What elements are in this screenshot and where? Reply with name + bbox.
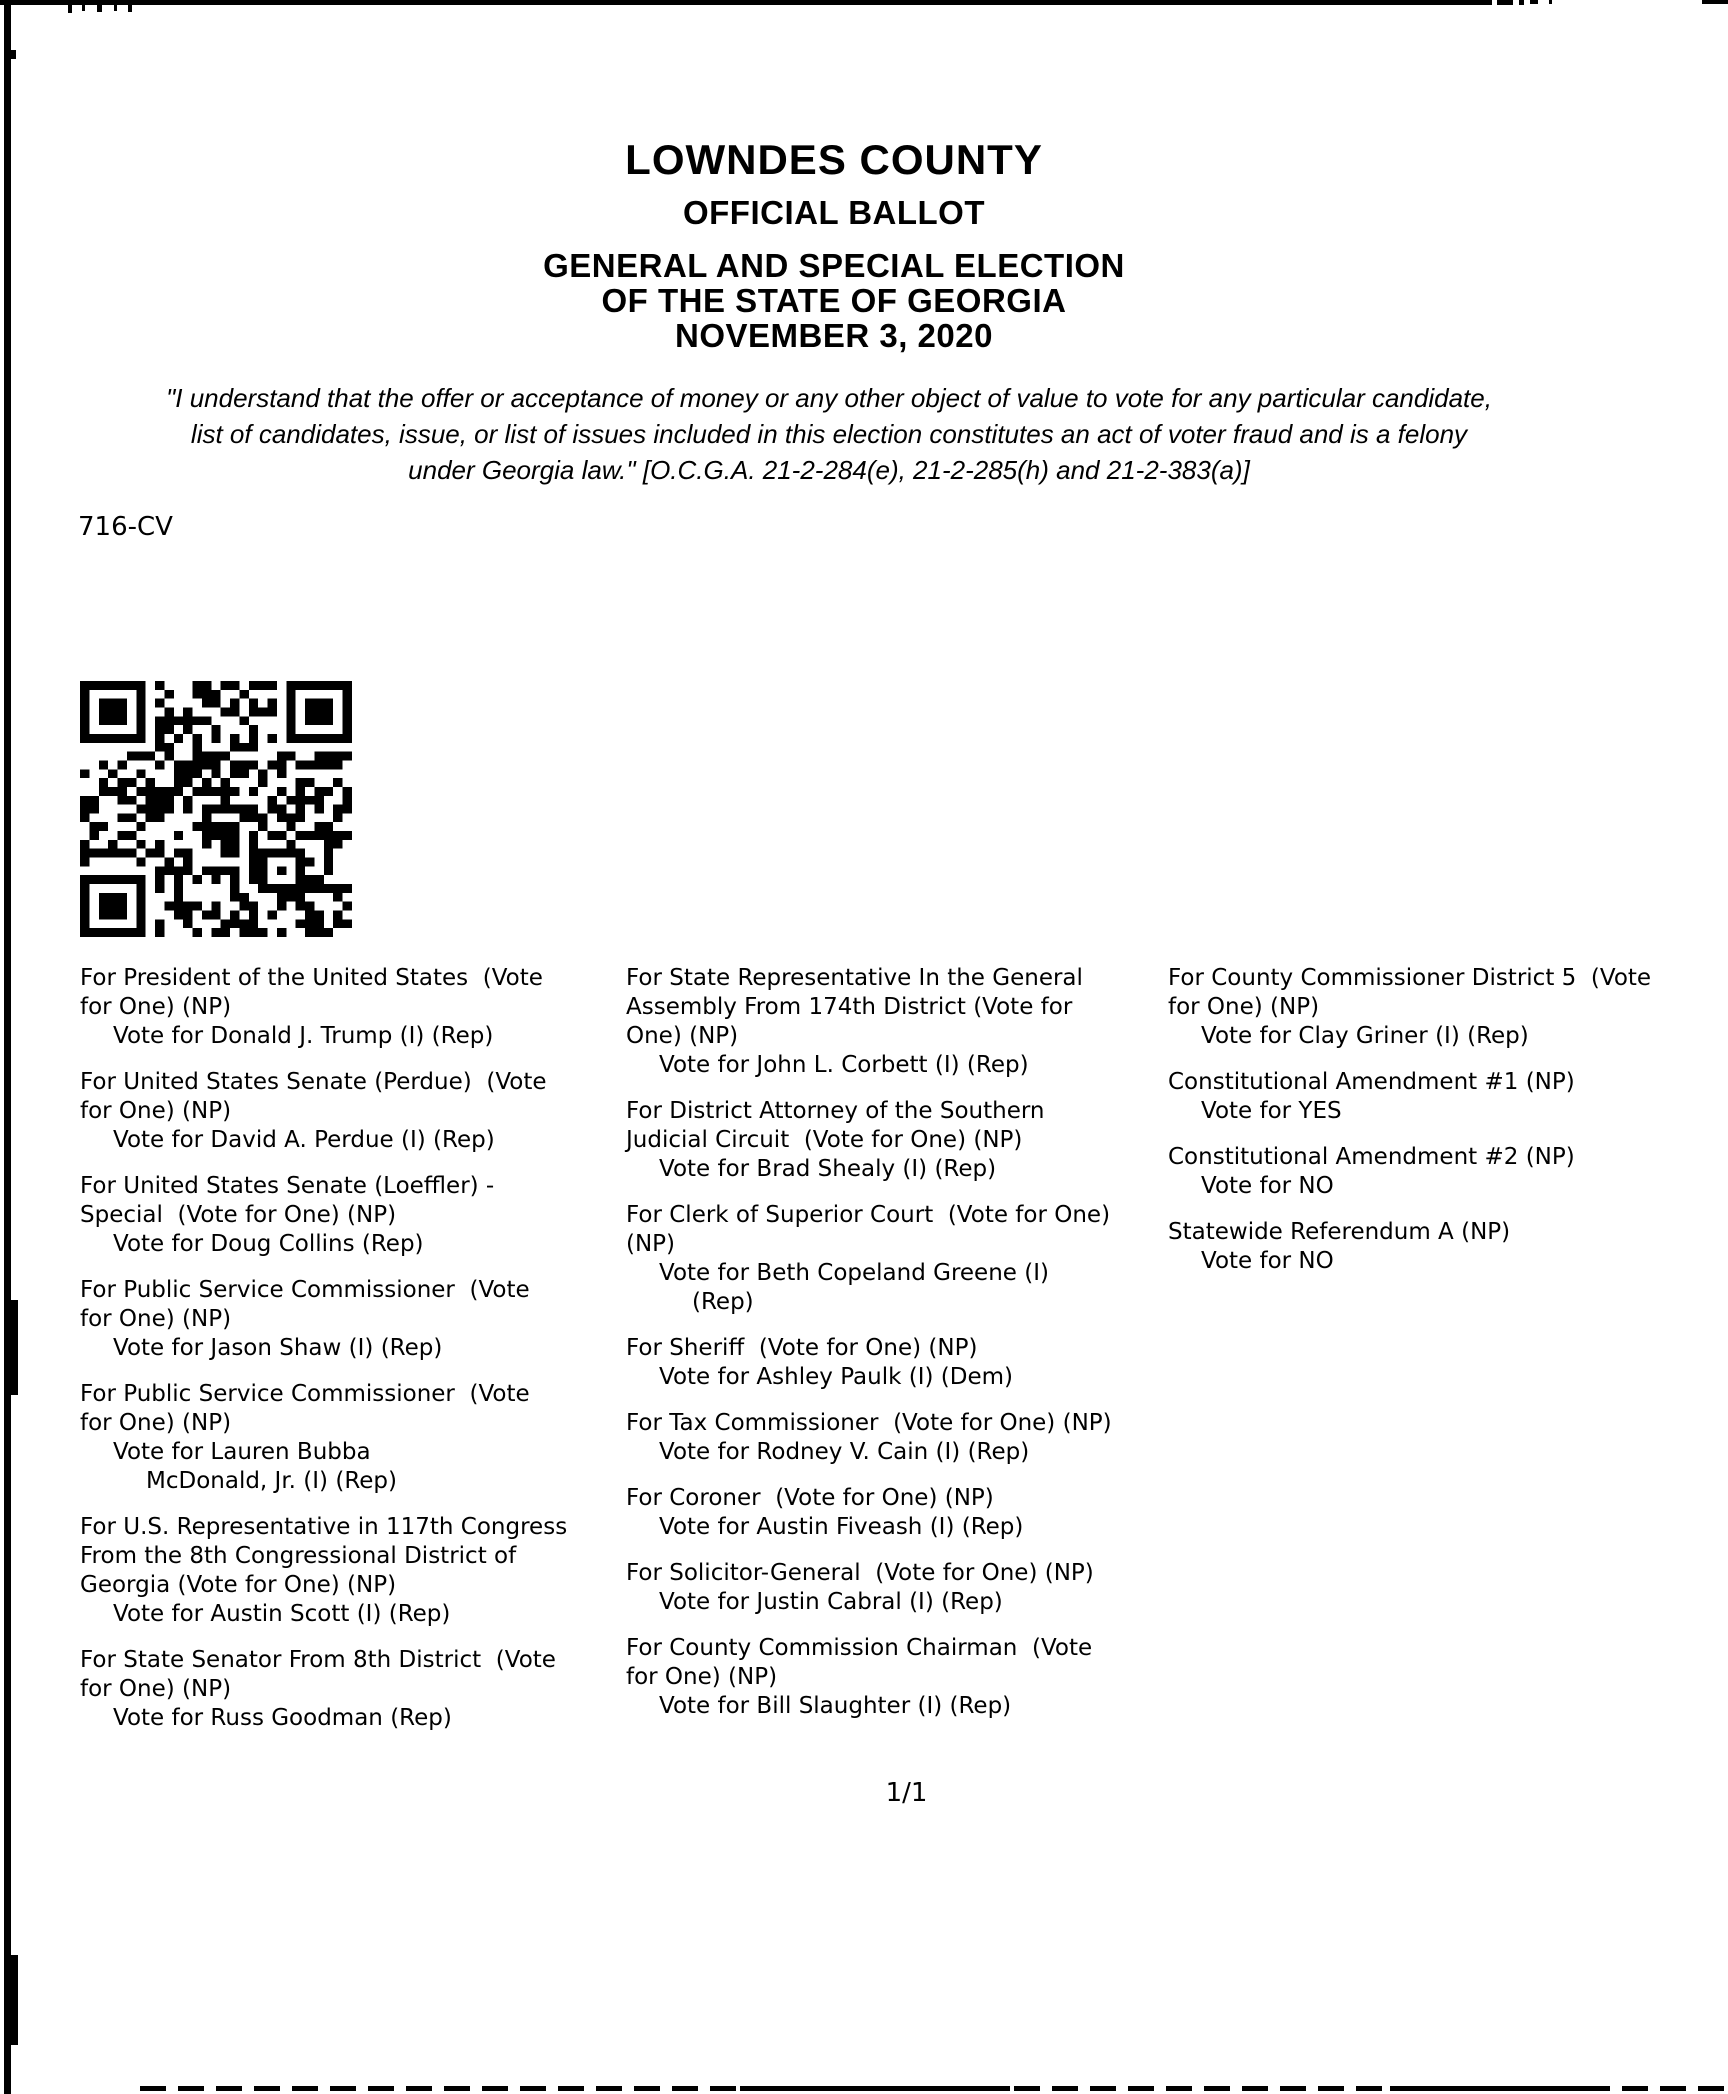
vote-for-line: Vote for Doug Collins (Rep) [113, 1231, 424, 1257]
contest-title-line: For State Representative In the General [626, 965, 1083, 991]
scan-artifact-tick [82, 5, 85, 11]
qr-code [80, 681, 352, 937]
contest-block [626, 1409, 1171, 1467]
contest-title-line: For County Commission Chairman (Vote [626, 1635, 1093, 1661]
contest-block [1168, 1143, 1713, 1201]
contest-title-line: for One) (NP) [80, 1098, 232, 1124]
vote-for-line: Vote for Bill Slaughter (I) (Rep) [659, 1693, 1012, 1719]
contest-block [626, 1634, 1171, 1721]
election-date: NOVEMBER 3, 2020 [675, 317, 993, 354]
vote-for-line: Vote for Beth Copeland Greene (I) [659, 1260, 1049, 1286]
vote-for-line: Vote for John L. Corbett (I) (Rep) [659, 1052, 1029, 1078]
contest-title-line: for One) (NP) [626, 1664, 778, 1690]
scan-artifact-top-dash [1519, 0, 1524, 5]
contest-title-line: For United States Senate (Perdue) (Vote [80, 1069, 547, 1095]
contest-title-line: For County Commissioner District 5 (Vote [1168, 965, 1652, 991]
contest-title-line: For Tax Commissioner (Vote for One) (NP) [626, 1410, 1112, 1436]
contest-title-line: for One) (NP) [80, 1410, 232, 1436]
scan-artifact-tick [68, 5, 72, 13]
scan-artifact-bottom-dash-solid [740, 2086, 1010, 2091]
vote-for-line: Vote for NO [1201, 1248, 1334, 1274]
county-title: LOWNDES COUNTY [625, 136, 1043, 183]
contest-title-line: For Public Service Commissioner (Vote [80, 1277, 530, 1303]
vote-for-line: Vote for NO [1201, 1173, 1334, 1199]
vote-for-line: Vote for Austin Scott (I) (Rep) [113, 1601, 451, 1627]
contest-block [80, 964, 625, 1051]
fraud-disclaimer-line: list of candidates, issue, or list of issues included in this election constitutes an act of voter fraud and is a felony [190, 419, 1468, 449]
vote-for-line: Vote for Jason Shaw (I) (Rep) [113, 1335, 443, 1361]
contest-title-line: For Public Service Commissioner (Vote [80, 1381, 530, 1407]
contest-title-line: For Coroner (Vote for One) (NP) [626, 1485, 994, 1511]
contest-title-line: Constitutional Amendment #2 (NP) [1168, 1144, 1575, 1170]
contest-title-line: From the 8th Congressional District of [80, 1543, 517, 1569]
ballot-column-1 [80, 964, 625, 1750]
scan-artifact-top-line [0, 0, 1492, 5]
ballot-style-code: 716-CV [78, 512, 173, 542]
ballot-column-2 [626, 964, 1171, 1738]
ballot-column-3 [1168, 964, 1713, 1293]
contest-title-line: for One) (NP) [80, 994, 232, 1020]
contest-block [80, 1513, 625, 1629]
contest-title-line: For Sheriff (Vote for One) (NP) [626, 1335, 978, 1361]
contest-block [626, 1201, 1171, 1317]
contest-title-line: One) (NP) [626, 1023, 739, 1049]
contest-block [1168, 964, 1713, 1051]
contest-title-line: Assembly From 174th District (Vote for [626, 994, 1073, 1020]
election-title [0, 248, 1668, 353]
contest-title-line: For U.S. Representative in 117th Congress [80, 1514, 568, 1540]
vote-for-line: Vote for David A. Perdue (I) (Rep) [113, 1127, 495, 1153]
contest-title-line: For State Senator From 8th District (Vote [80, 1647, 556, 1673]
contest-title-line: Judicial Circuit (Vote for One) (NP) [626, 1127, 1023, 1153]
vote-for-line: Vote for Clay Griner (I) (Rep) [1201, 1023, 1529, 1049]
contest-title-line: For United States Senate (Loeffler) - [80, 1173, 495, 1199]
contest-title-line: for One) (NP) [80, 1676, 232, 1702]
ballot-columns [80, 964, 1728, 1864]
contest-title-line: for One) (NP) [80, 1306, 232, 1332]
ballot-title: OFFICIAL BALLOT [682, 194, 986, 231]
contest-block [626, 1097, 1171, 1184]
scan-artifact-top-corner [1702, 0, 1728, 4]
election-title-line: GENERAL AND SPECIAL ELECTION [543, 247, 1125, 284]
contest-title-line: Special (Vote for One) (NP) [80, 1202, 397, 1228]
contest-title-line: Georgia (Vote for One) (NP) [80, 1572, 397, 1598]
contest-title-line: For Clerk of Superior Court (Vote for One) [626, 1202, 1111, 1228]
election-title-line: OF THE STATE OF GEORGIA [601, 282, 1067, 319]
contest-block [1168, 1068, 1713, 1126]
contest-block [626, 1484, 1171, 1542]
contest-title-line: For Solicitor-General (Vote for One) (NP) [626, 1560, 1094, 1586]
scan-artifact-tick [114, 5, 117, 11]
contest-block [80, 1276, 625, 1363]
contest-block [626, 1334, 1171, 1392]
scan-artifact-left-bump [4, 1955, 18, 2045]
contest-block [80, 1172, 625, 1259]
contest-title-line: (NP) [626, 1231, 676, 1257]
vote-for-line: Vote for Ashley Paulk (I) (Dem) [659, 1364, 1013, 1390]
vote-for-line: (Rep) [692, 1289, 754, 1315]
vote-for-line: Vote for Donald J. Trump (I) (Rep) [113, 1023, 494, 1049]
scan-artifact-tick [128, 5, 132, 12]
scan-artifact-left-tick [11, 50, 16, 59]
fraud-disclaimer-line: "I understand that the offer or acceptance of money or any other object of value to vote for any particular candidate, [166, 383, 1492, 413]
contest-block [80, 1380, 625, 1496]
contest-block [626, 1559, 1171, 1617]
vote-for-line: Vote for Lauren Bubba [113, 1439, 371, 1465]
contest-block [626, 964, 1171, 1080]
fraud-disclaimer-line: under Georgia law." [O.C.G.A. 21-2-284(e), 21-2-285(h) and 21-2-383(a)] [408, 455, 1250, 485]
contest-block [1168, 1218, 1713, 1276]
scan-artifact-top-dash [1497, 0, 1513, 5]
fraud-disclaimer [0, 380, 1658, 488]
vote-for-line: Vote for YES [1201, 1098, 1342, 1124]
vote-for-line: Vote for Russ Goodman (Rep) [113, 1705, 452, 1731]
contest-block [80, 1646, 625, 1733]
scan-artifact-tick [97, 5, 102, 12]
contest-block [80, 1068, 625, 1155]
contest-title-line: Statewide Referendum A (NP) [1168, 1219, 1511, 1245]
contest-title-line: For President of the United States (Vote [80, 965, 543, 991]
vote-for-line: McDonald, Jr. (I) (Rep) [146, 1468, 397, 1494]
scan-artifact-top-dash [1549, 0, 1552, 4]
vote-for-line: Vote for Brad Shealy (I) (Rep) [659, 1156, 997, 1182]
contest-title-line: For District Attorney of the Southern [626, 1098, 1045, 1124]
scan-artifact-left-bump [4, 1300, 18, 1395]
scan-artifact-bottom-dash-solid [1390, 2086, 1590, 2091]
scan-artifact-top-dash [1530, 0, 1538, 4]
contest-title-line: Constitutional Amendment #1 (NP) [1168, 1069, 1575, 1095]
contest-title-line: for One) (NP) [1168, 994, 1320, 1020]
page-number: 1/1 [885, 1778, 928, 1808]
vote-for-line: Vote for Rodney V. Cain (I) (Rep) [659, 1439, 1030, 1465]
vote-for-line: Vote for Justin Cabral (I) (Rep) [659, 1589, 1003, 1615]
vote-for-line: Vote for Austin Fiveash (I) (Rep) [659, 1514, 1024, 1540]
